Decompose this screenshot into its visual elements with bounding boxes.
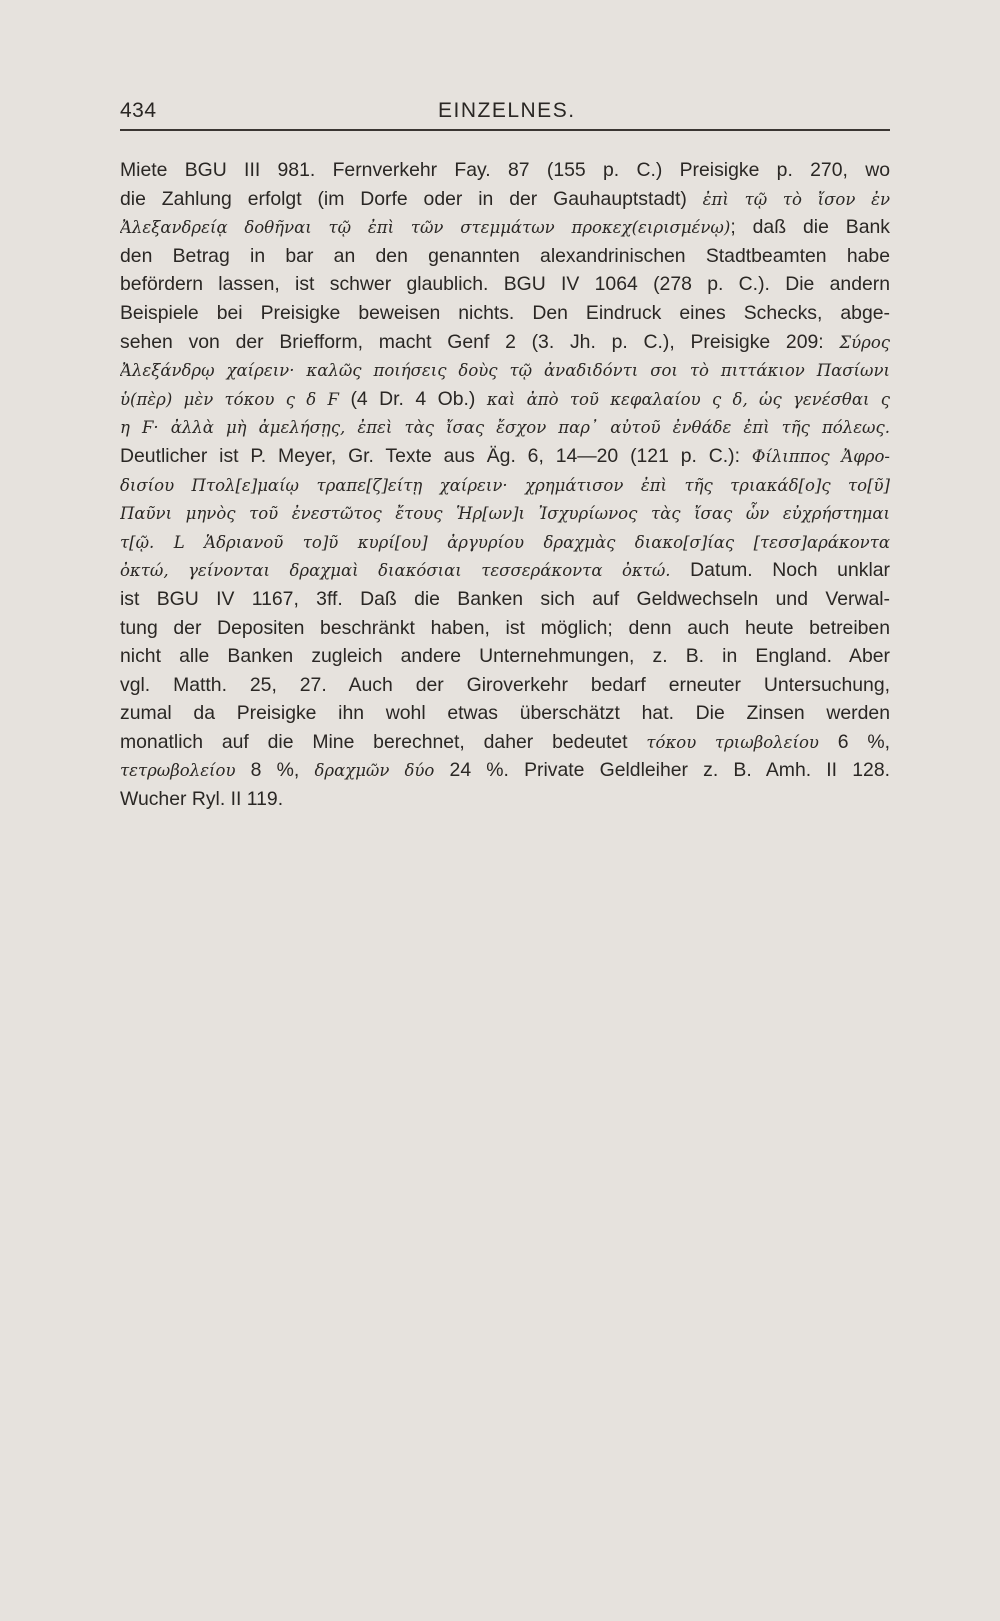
text-segment: 6 %, xyxy=(818,730,890,753)
text-line xyxy=(120,585,890,614)
text-line xyxy=(120,642,890,671)
greek-text: Ἀλεξανδρείᾳ δοθῆναι τῷ ἐπὶ τῶν στεμμάτων προκεχ(ειρισμένῳ) xyxy=(120,218,731,238)
page-number: 434 xyxy=(120,99,157,122)
text-segment: nicht alle Banken zugleich andere Unternehmungen, z. B. in England. Aber xyxy=(120,645,890,668)
greek-text: δραχμῶν δύο xyxy=(314,761,435,781)
text-line xyxy=(120,671,890,700)
text-segment: Deutlicher ist P. Meyer, Gr. Texte aus Äg. 6, 14—20 (121 p. C.): xyxy=(120,444,752,467)
greek-text: Σύρος xyxy=(839,332,890,352)
body-text xyxy=(120,156,890,814)
text-line xyxy=(120,614,890,643)
text-line xyxy=(120,785,890,814)
text-line xyxy=(120,156,890,185)
text-line xyxy=(120,728,890,757)
text-segment: Miete BGU III 981. Fernverkehr Fay. 87 (155 p. C.) Preisigke p. 270, wo xyxy=(120,159,890,181)
greek-text: τόκου τριωβολείου xyxy=(646,732,819,752)
text-line xyxy=(120,528,890,557)
text-segment: ; daß die Bank xyxy=(730,216,890,239)
text-line xyxy=(120,471,890,500)
text-line xyxy=(120,413,890,442)
text-line xyxy=(120,385,890,414)
text-segment: monatlich auf die Mine berechnet, daher bedeutet xyxy=(120,730,647,753)
text-line xyxy=(120,556,890,585)
text-segment: ist BGU IV 1167, 3ff. Daß die Banken sich auf Geldwechseln und Verwal- xyxy=(120,587,890,610)
greek-text: η Ϝ· ἀλλὰ μὴ ἀμελήσῃς, ἐπεὶ τὰς ἴσας ἔσχον παρ᾽ αὐτοῦ ἐνθάδε ἐπὶ τῆς πόλεως. xyxy=(120,418,890,438)
running-title: EINZELNES. xyxy=(438,99,576,122)
greek-text: ὀκτώ, γείνονται δραχμαὶ διακόσιαι τεσσεράκοντα ὀκτώ. xyxy=(120,561,671,581)
text-line xyxy=(120,699,890,728)
text-segment: Beispiele bei Preisigke beweisen nichts. Den Eindruck eines Schecks, abge- xyxy=(120,301,890,324)
text-line xyxy=(120,299,890,328)
text-segment: sehen von der Briefform, macht Genf 2 (3. Jh. p. C.), Preisigke 209: xyxy=(120,330,840,353)
text-segment: (4 Dr. 4 Ob.) xyxy=(338,387,487,410)
text-segment: Datum. Noch unklar xyxy=(670,559,890,582)
greek-text: τετρωβολείου xyxy=(120,761,236,781)
text-segment: zumal da Preisigke ihn wohl etwas überschätzt hat. Die Zinsen werden xyxy=(120,702,890,725)
text-segment: befördern lassen, ist schwer glaublich. BGU IV 1064 (278 p. C.). Die andern xyxy=(120,273,890,296)
text-line xyxy=(120,442,890,471)
text-segment: die Zahlung erfolgt (im Dorfe oder in der Gauhauptstadt) xyxy=(120,187,703,210)
page-header xyxy=(120,99,890,129)
text-line xyxy=(120,185,890,214)
header-rule xyxy=(120,129,890,131)
greek-text: Ἀλεξάνδρῳ χαίρειν· καλῶς ποιήσεις δοὺς τῷ ἀναδιδόντι σοι τὸ πιττάκιον Πασίωνι xyxy=(120,361,890,381)
text-segment: den Betrag in bar an den genannten alexandrinischen Stadtbeamten habe xyxy=(120,244,890,267)
text-line xyxy=(120,756,890,785)
text-segment: 8 %, xyxy=(235,759,315,782)
greek-text: τ[ῷ. L Ἁδριανοῦ το]ῦ κυρί[ου] ἀργυρίου δραχμὰς διακο[σ]ίας [τεσσ]αράκοντα xyxy=(120,532,890,552)
text-line xyxy=(120,499,890,528)
greek-text: καὶ ἀπὸ τοῦ κεφαλαίου ς δ, ὡς γενέσθαι ς xyxy=(486,389,890,409)
greek-text: δισίου Πτολ[ε]μαίῳ τραπε[ζ]είτῃ χαίρειν· χρημάτισον ἐπὶ τῆς τριακάδ[ο]ς το[ῦ] xyxy=(120,475,890,495)
text-line xyxy=(120,213,890,242)
text-line xyxy=(120,328,890,357)
greek-text: Παῦνι μηνὸς τοῦ ἐνεστῶτος ἔτους Ἡρ[ων]ι Ἰσχυρίωνος τὰς ἴσας ὧν εὐχρήστημαι xyxy=(120,504,890,524)
text-segment: 24 %. Private Geldleiher z. B. Amh. II 128. xyxy=(434,759,890,782)
text-segment: tung der Depositen beschränkt haben, ist möglich; denn auch heute betreiben xyxy=(120,616,890,639)
text-line xyxy=(120,270,890,299)
greek-text: ἐπὶ τῷ τὸ ἴσον ἐν xyxy=(702,189,890,209)
text-segment: Wucher Ryl. II 119. xyxy=(120,788,284,811)
text-line xyxy=(120,242,890,271)
greek-text: ὑ(πὲρ) μὲν τόκου ς δ Ϝ xyxy=(120,389,339,409)
greek-text: Φίλιππος Ἀφρο- xyxy=(751,446,890,466)
text-line xyxy=(120,356,890,385)
text-segment: vgl. Matth. 25, 27. Auch der Giroverkehr bedarf erneuter Untersuchung, xyxy=(120,673,890,696)
